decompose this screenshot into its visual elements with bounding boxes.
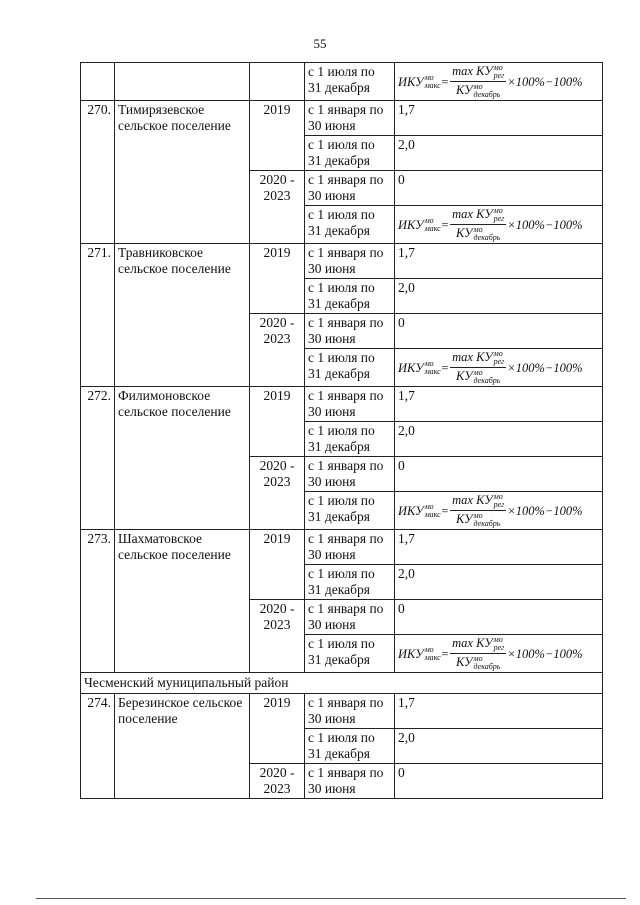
value-cell: 0 [395, 171, 603, 206]
formula-lhs-sup: мо [424, 501, 434, 511]
formula-tail: ×100%−100% [507, 74, 583, 89]
period-cell: с 1 января по 30 июня [305, 530, 395, 565]
formula-lhs-sup: мо [424, 215, 434, 225]
formula-num-sub: рег [493, 214, 505, 223]
table-row [81, 694, 603, 729]
formula-den-ku: КУ [455, 82, 473, 97]
formula-denominator [454, 82, 502, 99]
formula-den-sup: мо [473, 82, 483, 91]
year-cell: 2020 - 2023 [250, 457, 305, 530]
formula-cell [395, 635, 603, 673]
formula [398, 64, 599, 99]
year-cell: 2019 [250, 101, 305, 171]
footer-line [36, 898, 626, 899]
formula-num-scripts [494, 64, 505, 80]
formula-max: max [452, 349, 473, 364]
formula-den-sup: мо [473, 654, 483, 663]
formula-fraction [450, 207, 506, 242]
formula-den-sup: мо [473, 368, 483, 377]
formula-den-ku: КУ [455, 225, 473, 240]
formula-tail: ×100%−100% [507, 360, 583, 375]
district-name: Чесменский муниципальный район [81, 673, 603, 694]
formula-fraction [450, 636, 506, 671]
page-number: 55 [313, 36, 327, 51]
formula [398, 493, 599, 528]
value-cell: 2,0 [395, 136, 603, 171]
table-row [81, 530, 603, 565]
value-cell: 2,0 [395, 729, 603, 764]
formula-den-sup: мо [473, 511, 483, 520]
settlement-name: Филимоновское сельское поселение [115, 387, 250, 530]
formula-num-sub: рег [493, 357, 505, 366]
row-number: 273. [81, 530, 115, 673]
table-row [81, 101, 603, 136]
district-row [81, 673, 603, 694]
formula-den-ku: КУ [455, 368, 473, 383]
value-cell: 1,7 [395, 244, 603, 279]
formula-lhs-sub: макс [424, 366, 441, 376]
formula-eq: = [440, 503, 450, 518]
year-cell: 2019 [250, 694, 305, 764]
period-cell: с 1 января по 30 июня [305, 387, 395, 422]
formula-lhs-scripts [425, 503, 441, 519]
formula-denominator [454, 225, 502, 242]
formula-denominator [454, 368, 502, 385]
period-cell: с 1 июля по 31 декабря [305, 279, 395, 314]
tariff-table [80, 62, 603, 799]
formula-den-scripts [474, 369, 501, 385]
period-cell: с 1 июля по 31 декабря [305, 729, 395, 764]
formula-fraction [450, 350, 506, 385]
table-row [81, 63, 603, 101]
formula [398, 350, 599, 385]
formula-num-ku: КУ [476, 63, 493, 78]
formula-num-ku: КУ [476, 635, 493, 650]
value-cell: 0 [395, 600, 603, 635]
value-cell: 0 [395, 314, 603, 349]
formula-tail: ×100%−100% [507, 646, 583, 661]
formula-num-ku: КУ [476, 492, 493, 507]
period-cell: с 1 января по 30 июня [305, 244, 395, 279]
period-cell: с 1 июля по 31 декабря [305, 349, 395, 387]
formula-den-sup: мо [473, 225, 483, 234]
period-cell: с 1 января по 30 июня [305, 764, 395, 799]
formula-lhs-sub: макс [424, 652, 441, 662]
row-number: 272. [81, 387, 115, 530]
formula-num-scripts [494, 493, 505, 509]
period-cell: с 1 июля по 31 декабря [305, 635, 395, 673]
formula-den-ku: КУ [455, 654, 473, 669]
formula-max: max [452, 635, 473, 650]
formula-num-scripts [494, 636, 505, 652]
period-cell: с 1 января по 30 июня [305, 457, 395, 492]
formula-max: max [452, 63, 473, 78]
formula [398, 636, 599, 671]
formula-den-sub: декабрь [473, 90, 501, 99]
formula-lhs-sub: макс [424, 80, 441, 90]
formula-eq: = [440, 646, 450, 661]
formula-lhs: ИКУ [398, 74, 424, 89]
row-number: 270. [81, 101, 115, 244]
formula-den-sub: декабрь [473, 519, 501, 528]
period-cell: с 1 января по 30 июня [305, 694, 395, 729]
formula-num-sup: мо [493, 635, 503, 644]
formula-den-sub: декабрь [473, 662, 501, 671]
value-cell: 1,7 [395, 101, 603, 136]
formula-cell [395, 63, 603, 101]
formula-lhs-scripts [425, 74, 441, 90]
value-cell: 2,0 [395, 565, 603, 600]
year-cell: 2020 - 2023 [250, 314, 305, 387]
period-cell: с 1 января по 30 июня [305, 171, 395, 206]
formula-eq: = [440, 74, 450, 89]
formula-lhs-scripts [425, 646, 441, 662]
formula-denominator [454, 511, 502, 528]
settlement-name: Березинское сельское поселение [115, 694, 250, 799]
period-cell: с 1 января по 30 июня [305, 600, 395, 635]
settlement-name: Тимирязевское сельское поселение [115, 101, 250, 244]
formula-lhs: ИКУ [398, 503, 424, 518]
value-cell: 1,7 [395, 530, 603, 565]
formula-num-ku: КУ [476, 206, 493, 221]
value-cell: 2,0 [395, 422, 603, 457]
period-cell: с 1 июля по 31 декабря [305, 422, 395, 457]
formula-num-sup: мо [493, 63, 503, 72]
formula-cell [395, 206, 603, 244]
period-cell: с 1 января по 30 июня [305, 101, 395, 136]
formula-numerator [450, 64, 506, 82]
formula-den-scripts [474, 83, 501, 99]
settlement-name: Шахматовское сельское поселение [115, 530, 250, 673]
formula-den-scripts [474, 512, 501, 528]
formula [398, 207, 599, 242]
period-cell: с 1 июля по 31 декабря [305, 565, 395, 600]
formula-lhs-scripts [425, 360, 441, 376]
formula-max: max [452, 206, 473, 221]
empty-cell [250, 63, 305, 101]
formula-den-scripts [474, 226, 501, 242]
period-cell: с 1 июля по 31 декабря [305, 206, 395, 244]
period-cell: с 1 июля по 31 декабря [305, 63, 395, 101]
formula-numerator [450, 636, 506, 654]
formula-lhs-sup: мо [424, 644, 434, 654]
formula-eq: = [440, 217, 450, 232]
formula-lhs-scripts [425, 217, 441, 233]
formula-num-scripts [494, 207, 505, 223]
formula-lhs-sub: макс [424, 509, 441, 519]
year-cell: 2020 - 2023 [250, 600, 305, 673]
table-row [81, 387, 603, 422]
formula-lhs-sup: мо [424, 358, 434, 368]
formula-lhs-sup: мо [424, 72, 434, 82]
period-cell: с 1 января по 30 июня [305, 314, 395, 349]
formula-fraction [450, 493, 506, 528]
empty-cell [81, 63, 115, 101]
formula-den-sub: декабрь [473, 376, 501, 385]
formula-max: max [452, 492, 473, 507]
formula-num-scripts [494, 350, 505, 366]
formula-lhs: ИКУ [398, 360, 424, 375]
formula-numerator [450, 350, 506, 368]
value-cell: 0 [395, 457, 603, 492]
value-cell: 0 [395, 764, 603, 799]
value-cell: 1,7 [395, 694, 603, 729]
formula-num-sub: рег [493, 71, 505, 80]
value-cell: 2,0 [395, 279, 603, 314]
formula-num-sup: мо [493, 349, 503, 358]
formula-fraction [450, 64, 506, 99]
settlement-name: Травниковское сельское поселение [115, 244, 250, 387]
formula-num-sub: рег [493, 643, 505, 652]
formula-den-ku: КУ [455, 511, 473, 526]
formula-denominator [454, 654, 502, 671]
formula-num-sup: мо [493, 206, 503, 215]
formula-cell [395, 349, 603, 387]
empty-cell [115, 63, 250, 101]
row-number: 271. [81, 244, 115, 387]
table-row [81, 244, 603, 279]
formula-numerator [450, 207, 506, 225]
value-cell: 1,7 [395, 387, 603, 422]
formula-cell [395, 492, 603, 530]
year-cell: 2020 - 2023 [250, 764, 305, 799]
formula-tail: ×100%−100% [507, 503, 583, 518]
formula-num-ku: КУ [476, 349, 493, 364]
period-cell: с 1 июля по 31 декабря [305, 492, 395, 530]
formula-lhs: ИКУ [398, 217, 424, 232]
row-number: 274. [81, 694, 115, 799]
year-cell: 2019 [250, 530, 305, 600]
formula-lhs: ИКУ [398, 646, 424, 661]
formula-numerator [450, 493, 506, 511]
formula-num-sub: рег [493, 500, 505, 509]
formula-den-sub: декабрь [473, 233, 501, 242]
year-cell: 2019 [250, 387, 305, 457]
formula-tail: ×100%−100% [507, 217, 583, 232]
formula-lhs-sub: макс [424, 223, 441, 233]
formula-num-sup: мо [493, 492, 503, 501]
formula-eq: = [440, 360, 450, 375]
period-cell: с 1 июля по 31 декабря [305, 136, 395, 171]
year-cell: 2019 [250, 244, 305, 314]
formula-den-scripts [474, 655, 501, 671]
year-cell: 2020 - 2023 [250, 171, 305, 244]
